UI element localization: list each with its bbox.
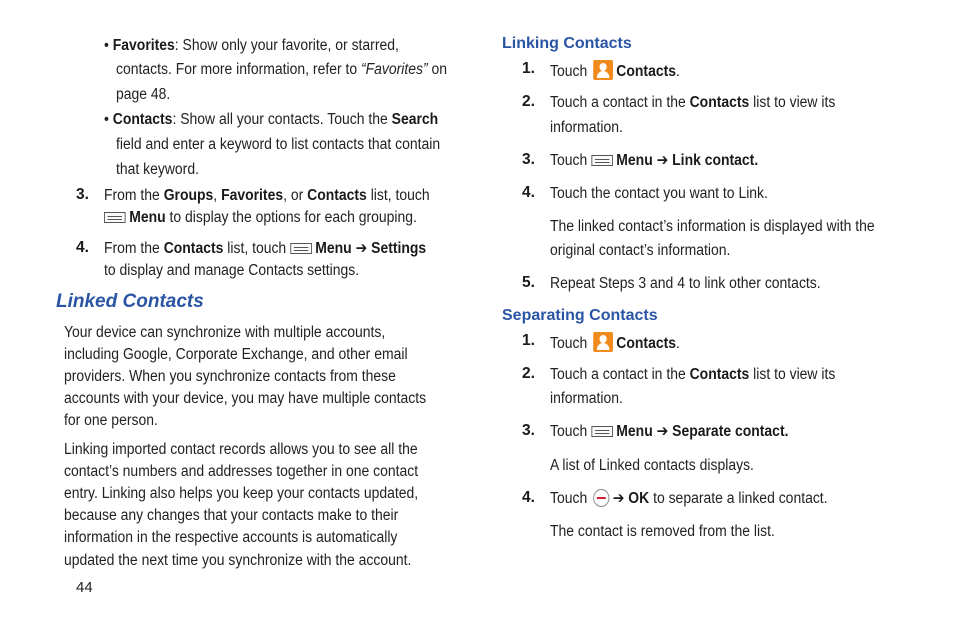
linking-step1: Touch Contacts. xyxy=(550,60,680,82)
paragraph-line: including Google, Corporate Exchange, and other email xyxy=(64,346,408,363)
contacts-icon xyxy=(593,332,613,352)
section-heading-separating-contacts: Separating Contacts xyxy=(502,307,658,324)
step-number: 4. xyxy=(522,489,535,506)
step-number: 1. xyxy=(522,60,535,77)
separating-note2: The contact is removed from the list. xyxy=(550,523,775,540)
linking-step5: Repeat Steps 3 and 4 to link other contacts. xyxy=(550,275,821,292)
paragraph-line: information in the respective accounts is automatically xyxy=(64,529,398,546)
step-number: 2. xyxy=(522,93,535,110)
linking-step2-line1: Touch a contact in the Contacts list to view its xyxy=(550,94,836,111)
bullet-contacts-line3: that keyword. xyxy=(116,161,199,178)
minus-circle-icon xyxy=(593,489,609,507)
bullet-favorites-line3: page 48. xyxy=(116,86,171,103)
menu-icon xyxy=(104,212,126,223)
step-number: 4. xyxy=(76,239,89,256)
paragraph-line: providers. When you synchronize contacts from these xyxy=(64,368,396,385)
paragraph-line: contact’s numbers and addresses together in one contact xyxy=(64,463,419,480)
menu-icon xyxy=(290,243,312,254)
paragraph-line: for one person. xyxy=(64,412,158,429)
bullet-favorites-line2: contacts. For more information, refer to “Favorites” on xyxy=(116,61,448,78)
favorites-reference: “Favorites” xyxy=(360,61,428,78)
separating-step3: Touch Menu ➔ Separate contact. xyxy=(550,423,789,440)
step3-line1: From the Groups, Favorites, or Contacts list, touch xyxy=(104,187,430,204)
step4-line1: From the Contacts list, touch Menu ➔ Settings xyxy=(104,240,427,257)
paragraph-line: entry. Linking also helps you keep your contacts updated, xyxy=(64,485,419,502)
paragraph-line: Linking imported contact records allows you to see all the xyxy=(64,441,418,458)
paragraph-line: updated the next time you synchronize with the account. xyxy=(64,552,412,569)
menu-icon xyxy=(591,155,613,166)
linking-step2-line2: information. xyxy=(550,119,623,136)
step-number: 2. xyxy=(522,365,535,382)
contacts-icon xyxy=(593,60,613,80)
step3-line2: Menu to display the options for each grouping. xyxy=(104,208,417,228)
step-number: 5. xyxy=(522,274,535,291)
bullet-favorites-line1: • Favorites: Show only your favorite, or starred, xyxy=(104,37,399,54)
step4-line2: to display and manage Contacts settings. xyxy=(104,262,360,279)
separating-note1: A list of Linked contacts displays. xyxy=(550,457,754,474)
bullet-contacts-line2: field and enter a keyword to list contacts that contain xyxy=(116,136,441,153)
step-number: 1. xyxy=(522,332,535,349)
step-number: 3. xyxy=(522,422,535,439)
linking-step4: Touch the contact you want to Link. xyxy=(550,185,768,202)
separating-step2-line2: information. xyxy=(550,390,623,407)
linking-step3: Touch Menu ➔ Link contact. xyxy=(550,152,759,169)
section-heading-linking-contacts: Linking Contacts xyxy=(502,35,632,52)
step-number: 4. xyxy=(522,184,535,201)
section-heading-linked-contacts: Linked Contacts xyxy=(56,291,204,312)
page-number: 44 xyxy=(76,579,93,596)
linking-note-line2: original contact’s information. xyxy=(550,242,731,259)
separating-step4: Touch ➔ OK to separate a linked contact. xyxy=(550,490,828,507)
bullet-contacts-line1: • Contacts: Show all your contacts. Touch the Search xyxy=(104,111,439,128)
step-number: 3. xyxy=(76,186,89,203)
menu-icon xyxy=(591,426,613,437)
paragraph-line: because any changes that your contacts make to their xyxy=(64,507,399,524)
paragraph-line: accounts with your device, you may have multiple contacts xyxy=(64,390,427,407)
linking-note-line1: The linked contact’s information is displayed with the xyxy=(550,218,875,235)
step-number: 3. xyxy=(522,151,535,168)
separating-step2-line1: Touch a contact in the Contacts list to view its xyxy=(550,366,836,383)
paragraph-line: Your device can synchronize with multiple accounts, xyxy=(64,324,386,341)
separating-step1: Touch Contacts. xyxy=(550,332,680,354)
